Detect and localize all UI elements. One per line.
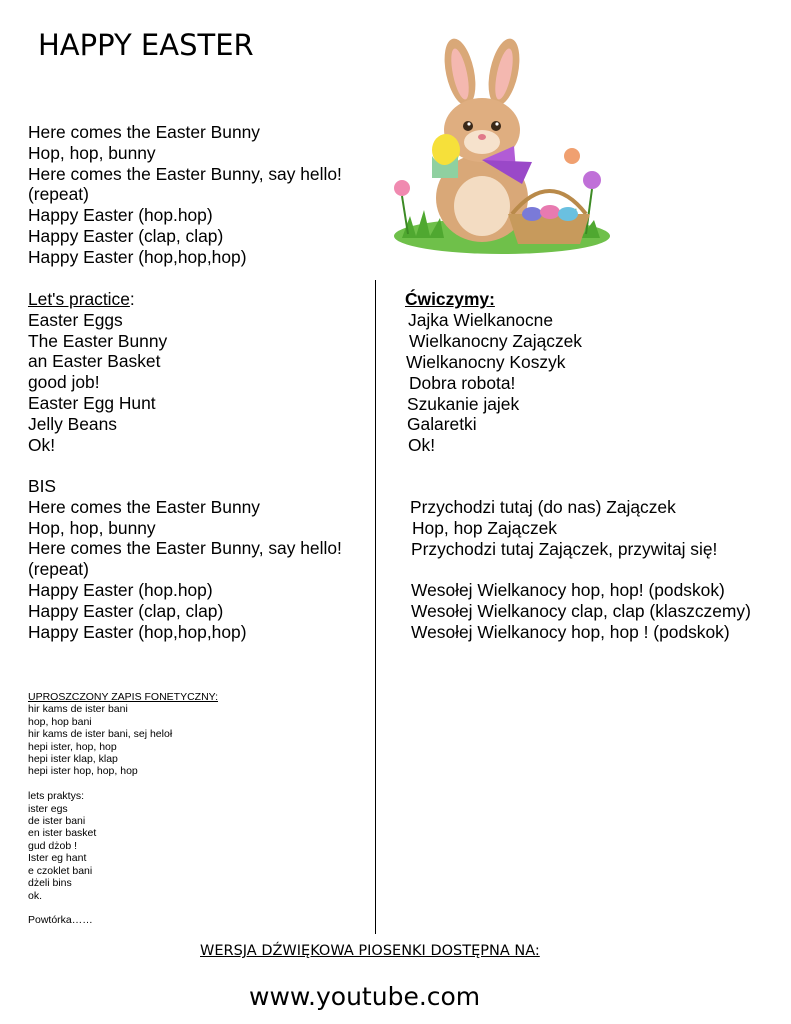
bis-heading: BIS: [28, 476, 57, 496]
lyric-line: Happy Easter (clap, clap): [28, 600, 224, 621]
phonetic-heading: UPROSZCZONY ZAPIS FONETYCZNY:: [28, 691, 218, 703]
lyric-line: (repeat): [28, 184, 89, 205]
phonetic-line: e czoklet bani: [28, 864, 93, 877]
lyric-line: Here comes the Easter Bunny: [28, 496, 260, 517]
practice-item: The Easter Bunny: [28, 330, 168, 351]
polish-lyric-line: Przychodzi tutaj Zajączek, przywitaj się!: [411, 539, 718, 559]
phonetic-line: hir kams de ister bani: [28, 703, 128, 716]
phonetic-line: hop, hop bani: [28, 715, 92, 728]
phonetic-line: dżeli bins: [28, 877, 72, 890]
polish-lyric-line: Hop, hop Zajączek: [412, 518, 558, 538]
polish-lyric-line: Przychodzi tutaj (do nas) Zajączek: [410, 497, 676, 517]
cwiczymy-item: Szukanie jajek: [407, 394, 520, 414]
practice-item: Jelly Beans: [28, 413, 117, 434]
practice-heading: Let's practice:: [28, 289, 135, 309]
lyric-line: Happy Easter (hop.hop): [28, 205, 213, 226]
verse-1: [28, 122, 342, 268]
bis-verse: [28, 476, 342, 642]
phonetic-line: Powtórka……: [28, 914, 93, 927]
practice-item: Ok!: [28, 434, 56, 455]
cwiczymy-item: Wielkanocny Zajączek: [409, 331, 583, 351]
lyric-line: Here comes the Easter Bunny: [28, 122, 260, 142]
lyric-line: Happy Easter (hop,hop,hop): [28, 246, 247, 267]
lyric-line: (repeat): [28, 559, 89, 580]
lyric-line: Here comes the Easter Bunny, say hello!: [28, 538, 342, 559]
polish-lyric-line: Wesołej Wielkanocy clap, clap (klaszczemy): [411, 601, 751, 621]
phonetic-transcription: [28, 691, 218, 927]
phonetic-line: hepi ister hop, hop, hop: [28, 765, 138, 778]
phonetic-line: en ister basket: [28, 827, 97, 840]
lyric-line: Happy Easter (hop.hop): [28, 579, 213, 600]
cwiczymy-item: Wielkanocny Koszyk: [406, 352, 566, 372]
practice-item: good job!: [28, 372, 100, 393]
lyric-line: Happy Easter (clap, clap): [28, 225, 224, 246]
cwiczymy-heading: Ćwiczymy:: [405, 289, 495, 309]
phonetic-line: [28, 778, 218, 790]
phonetic-line: gud dżob !: [28, 839, 78, 852]
phonetic-line: hepi ister, hop, hop: [28, 740, 117, 753]
phonetic-line: de ister bani: [28, 815, 86, 828]
cwiczymy-item: Jajka Wielkanocne: [408, 310, 553, 330]
phonetic-line: hepi ister klap, klap: [28, 753, 118, 766]
easter-bunny-illustration: [382, 38, 622, 260]
phonetic-line: ister egs: [28, 802, 68, 815]
lyric-line: Here comes the Easter Bunny, say hello!: [28, 163, 342, 184]
polish-lyric-line: Wesołej Wielkanocy hop, hop ! (podskok): [411, 622, 730, 642]
practice-item: an Easter Basket: [28, 351, 161, 372]
phonetic-line: lets praktys:: [28, 790, 85, 803]
lyric-line: Hop, hop, bunny: [28, 142, 156, 163]
lyric-line: Hop, hop, bunny: [28, 517, 156, 538]
phonetic-line: ok.: [28, 889, 43, 902]
lyric-line: Happy Easter (hop,hop,hop): [28, 621, 247, 642]
practice-item: Easter Egg Hunt: [28, 392, 156, 413]
practice-list: [28, 289, 167, 455]
practice-item: Easter Eggs: [28, 309, 123, 330]
cwiczymy-item: Galaretki: [407, 414, 477, 434]
phonetic-line: [28, 902, 218, 914]
cwiczymy-item: Dobra robota!: [409, 373, 516, 393]
cwiczymy-item: Ok!: [408, 435, 436, 455]
audio-version-notice: WERSJA DŹWIĘKOWA PIOSENKI DOSTĘPNA NA:: [200, 943, 540, 959]
phonetic-line: Ister eg hant: [28, 852, 87, 865]
column-divider: [375, 280, 376, 934]
polish-lyric-line: Wesołej Wielkanocy hop, hop! (podskok): [411, 580, 725, 600]
phonetic-line: hir kams de ister bani, sej heloł: [28, 728, 173, 741]
youtube-link[interactable]: www.youtube.com: [249, 982, 481, 1011]
page-title: HAPPY EASTER: [38, 28, 254, 62]
